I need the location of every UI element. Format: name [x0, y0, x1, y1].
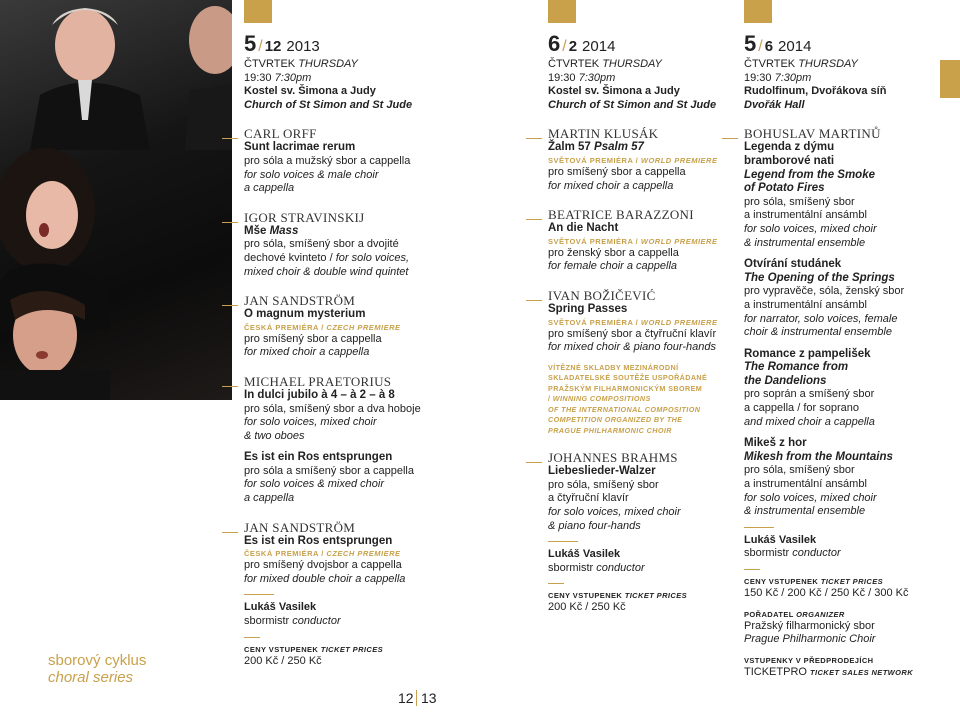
date-year: 2013 [286, 38, 320, 55]
composer-name: MARTIN KLUSÁK [548, 126, 738, 141]
divider [548, 583, 564, 584]
scoring-cz: pro sóla a smíšený sbor a cappella [244, 464, 414, 477]
scoring-mixed: a cappella / for soprano [744, 402, 859, 415]
composer-name: BEATRICE BARAZZONI [548, 207, 738, 222]
conductor-role-en: conductor [792, 547, 841, 560]
composer-name: BOHUSLAV MARTINŮ [744, 126, 944, 141]
work-title: In dulci jubilo à 4 – à 2 – à 8 [244, 388, 395, 401]
scoring-cz: pro sóla, smíšený sbor a dvojité [244, 238, 399, 251]
weekday-cz: ČTVRTEK [244, 58, 296, 70]
conductor-role-en: conductor [596, 561, 645, 574]
venue-cz: Kostel sv. Šimona a Judy [244, 85, 376, 98]
scoring-en: and mixed choir a cappella [744, 415, 875, 428]
work-title: Žalm 57 [548, 141, 591, 154]
scoring-en: for mixed choir & piano four-hands [548, 341, 716, 354]
competition-note-en: / WINNING COMPOSITIONS OF THE INTERNATIONAL COMPOSITION COMPETITION ORGANIZED BY THE PRAGUE PHILHARMONIC CHOIR [548, 394, 701, 435]
work-title: Mikeš z hor [744, 437, 807, 450]
series-label [48, 652, 146, 686]
work-title: Romance z pampelišek [744, 347, 871, 360]
venue-en: Church of St Simon and St Jude [244, 98, 413, 111]
scoring-en: for solo voices, [335, 251, 410, 264]
scoring-en: for mixed choir a cappella [244, 346, 370, 359]
competition-note-cz: VÍTĚZNÉ SKLADBY MEZINÁRODNÍ SKLADATELSKÉ SOUTĚŽE USPOŘÁDANÉ PRAŽSKÝM FILHARMONICKÝM SBOREM [548, 362, 708, 393]
work-title: Otvírání studánek [744, 258, 842, 271]
presale-label: VSTUPENKY V PŘEDPRODEJÍCH [744, 655, 874, 665]
divider [744, 527, 774, 528]
work-title-en: The Opening of the Springs [744, 271, 895, 284]
ticket-prices-label: CENY VSTUPENEK TICKET PRICES [548, 591, 688, 601]
presale-vendor: TICKETPRO [744, 665, 807, 678]
date-slash: / [258, 38, 263, 55]
presale-en: TICKET SALES NETWORK [810, 667, 914, 677]
date-slash: / [758, 38, 763, 55]
scoring-cz: dechové kvinteto / [244, 251, 336, 264]
scoring-cz: pro sóla a mužský sbor a cappella [244, 154, 411, 167]
date-month: 12 [264, 38, 282, 55]
date-month: 2 [568, 38, 578, 55]
scoring-en: for solo voices & mixed choir [244, 478, 384, 491]
choir-photo [0, 0, 232, 400]
conductor-name: Lukáš Vasilek [244, 601, 317, 614]
scoring-cz: a čtyřruční klavír [548, 492, 629, 505]
divider [244, 594, 274, 595]
composer-name: IVAN BOŽIČEVIĆ [548, 288, 738, 303]
work-title-en: Mikesh from the Mountains [744, 450, 893, 463]
conductor-role-cz: sbormistr [744, 547, 790, 560]
date-day: 6 [548, 31, 561, 56]
work-title-en: The Romance from [744, 361, 849, 374]
work-title-en: Psalm 57 [594, 141, 644, 154]
concert-1 [244, 31, 444, 668]
page-divider [416, 690, 417, 706]
work-title-en: of Potato Fires [744, 182, 825, 195]
venue-en: Dvořák Hall [744, 98, 805, 111]
composer-name: CARL ORFF [244, 126, 444, 141]
page-numbers [398, 690, 437, 706]
date-year: 2014 [582, 38, 616, 55]
organizer-label: POŘADATEL ORGANIZER [744, 609, 845, 619]
organizer-name-cz: Pražský filharmonický sbor [744, 619, 875, 632]
time-en: 7:30pm [274, 71, 312, 84]
scoring-cz: pro smíšený sbor a cappella [244, 332, 382, 345]
concert-date [744, 31, 944, 57]
scoring-en: mixed choir & double wind quintet [244, 265, 409, 278]
time-cz: 19:30 [548, 71, 576, 84]
scoring-en: for solo voices, mixed choir [548, 506, 681, 518]
premiere-label: ČESKÁ PREMIÉRA / CZECH PREMIERE [244, 549, 401, 559]
gold-tab-1 [244, 0, 272, 23]
work-title-en: Legend from the Smoke [744, 168, 875, 181]
ticket-prices-label: CENY VSTUPENEK TICKET PRICES [744, 577, 884, 586]
work-title-en: the Dandelions [744, 374, 827, 387]
series-label-cz: sborový cyklus [48, 652, 147, 669]
premiere-label: SVĚTOVÁ PREMIÉRA / WORLD PREMIERE [548, 155, 718, 165]
scoring-cz: a instrumentální ansámbl [744, 209, 867, 222]
ticket-prices: 200 Kč / 250 Kč [244, 654, 322, 667]
composer-name: IGOR STRAVINSKIJ [244, 210, 444, 225]
work-title: Es ist ein Ros entsprungen [244, 451, 393, 464]
scoring-en: & instrumental ensemble [744, 505, 866, 518]
work-title: Sunt lacrimae rerum [244, 141, 356, 154]
conductor-name: Lukáš Vasilek [744, 533, 817, 546]
concert-2 [548, 31, 738, 615]
work-title: O magnum mysterium [244, 308, 366, 321]
venue-cz: Rudolfinum, Dvořákova síň [744, 85, 887, 98]
scoring-cz: a instrumentální ansámbl [744, 298, 867, 311]
premiere-label: SVĚTOVÁ PREMIÉRA / WORLD PREMIERE [548, 236, 718, 246]
date-month: 6 [764, 38, 774, 55]
gold-tab-2 [548, 0, 576, 23]
premiere-label: SVĚTOVÁ PREMIÉRA / WORLD PREMIERE [548, 317, 718, 327]
weekday-cz: ČTVRTEK [744, 58, 796, 70]
series-label-en: choral series [48, 669, 134, 686]
concert-3 [744, 31, 944, 679]
composer-name: JAN SANDSTRÖM [244, 293, 444, 308]
work-title-en: Mass [269, 224, 299, 237]
concert-meta [548, 58, 738, 112]
work-title: An die Nacht [548, 222, 619, 235]
scoring-en: & two oboes [244, 429, 305, 442]
scoring-en: for solo voices, mixed choir [744, 491, 877, 504]
divider [744, 569, 760, 570]
date-day: 5 [744, 31, 757, 56]
date-slash: / [562, 38, 567, 55]
time-cz: 19:30 [244, 71, 272, 84]
scoring-en: choir & instrumental ensemble [744, 326, 892, 339]
date-year: 2014 [778, 38, 812, 55]
work-title: Spring Passes [548, 302, 628, 315]
work-title: Legenda z dýmu [744, 141, 835, 154]
divider [244, 637, 260, 638]
composer-name: JAN SANDSTRÖM [244, 520, 444, 535]
work-title: Mše [244, 224, 267, 237]
scoring-en: a cappella [244, 182, 295, 195]
ticket-prices-label: CENY VSTUPENEK TICKET PRICES [244, 644, 384, 654]
work-title: Es ist ein Ros entsprungen [244, 534, 393, 547]
divider [548, 541, 578, 542]
scoring-en: for female choir a cappella [548, 260, 678, 273]
conductor-role-cz: sbormistr [244, 615, 290, 628]
scoring-en: for narrator, solo voices, female [744, 312, 898, 325]
venue-en: Church of St Simon and St Jude [548, 98, 717, 111]
scoring-en: for solo voices, mixed choir [744, 222, 877, 235]
ticket-prices: 150 Kč / 200 Kč / 250 Kč / 300 Kč [744, 587, 909, 599]
conductor-name: Lukáš Vasilek [548, 548, 621, 561]
concert-meta [744, 58, 944, 112]
weekday-en: THURSDAY [798, 58, 858, 70]
scoring-cz: pro sóla, smíšený sbor [744, 195, 855, 208]
scoring-cz: pro sóla, smíšený sbor a dva hoboje [244, 402, 421, 415]
scoring-en: a cappella [244, 492, 295, 505]
scoring-cz: pro smíšený sbor a cappella [548, 165, 686, 178]
scoring-cz: pro ženský sbor a cappella [548, 246, 679, 259]
scoring-en: for mixed double choir a cappella [244, 572, 406, 585]
composer-name: JOHANNES BRAHMS [548, 450, 738, 465]
scoring-en: & instrumental ensemble [744, 236, 866, 249]
time-cz: 19:30 [744, 71, 772, 84]
scoring-cz: pro sóla, smíšený sbor [744, 464, 855, 477]
work-title: bramborové nati [744, 154, 835, 167]
scoring-cz: pro smíšený dvojsbor a cappella [244, 559, 402, 572]
conductor-role-cz: sbormistr [548, 561, 594, 574]
concert-meta [244, 58, 444, 112]
gold-tab-3 [744, 0, 772, 23]
scoring-cz: pro smíšený sbor a čtyřruční klavír [548, 327, 717, 340]
venue-cz: Kostel sv. Šimona a Judy [548, 85, 680, 98]
page-number-left: 12 [398, 690, 414, 706]
time-en: 7:30pm [578, 71, 616, 84]
weekday-en: THURSDAY [298, 58, 358, 70]
ticket-prices: 200 Kč / 250 Kč [548, 601, 626, 614]
date-day: 5 [244, 31, 257, 56]
premiere-label: ČESKÁ PREMIÉRA / CZECH PREMIERE [244, 322, 401, 332]
page-number-right: 13 [421, 690, 437, 706]
scoring-en: & piano four-hands [548, 519, 641, 532]
scoring-en: for mixed choir a cappella [548, 179, 674, 192]
scoring-cz: pro sóla, smíšený sbor [548, 478, 659, 491]
conductor-role-en: conductor [292, 615, 341, 628]
composer-name: MICHAEL PRAETORIUS [244, 374, 444, 389]
scoring-en: for solo voices & male choir [244, 168, 379, 181]
weekday-en: THURSDAY [602, 58, 662, 70]
weekday-cz: ČTVRTEK [548, 58, 600, 70]
scoring-en: for solo voices, mixed choir [244, 416, 377, 429]
organizer-name-en: Prague Philharmonic Choir [744, 633, 876, 646]
scoring-cz: a instrumentální ansámbl [744, 478, 867, 491]
time-en: 7:30pm [774, 71, 812, 84]
work-title: Liebeslieder-Walzer [548, 465, 656, 478]
scoring-cz: pro vypravěče, sóla, ženský sbor [744, 285, 905, 298]
concert-date [548, 31, 738, 57]
scoring-cz: pro soprán a smíšený sbor [744, 388, 875, 401]
concert-date [244, 31, 444, 57]
